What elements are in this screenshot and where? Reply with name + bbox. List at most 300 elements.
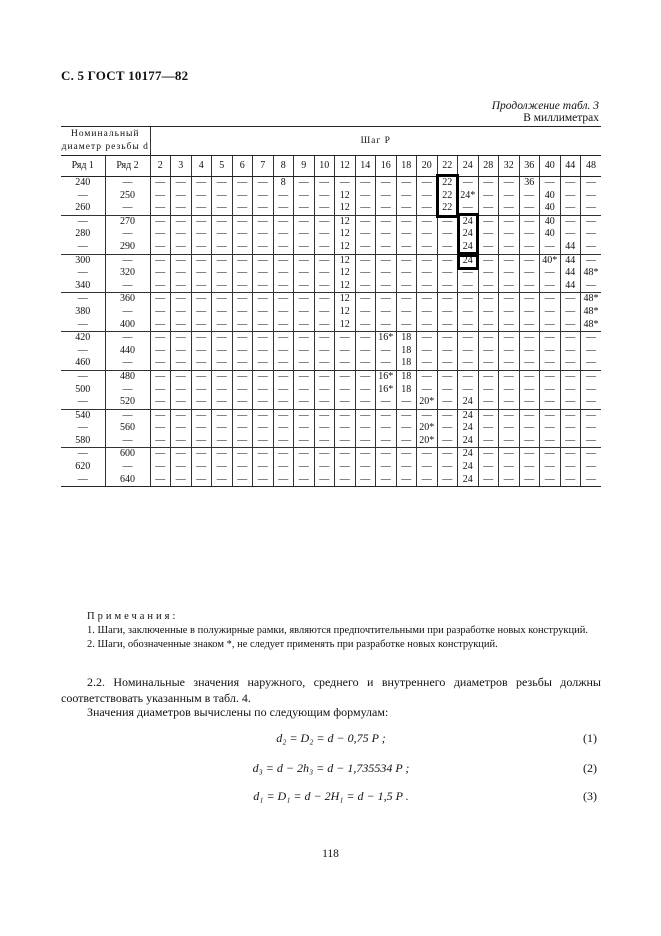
cell-value: — xyxy=(298,422,309,434)
pitch-cell xyxy=(232,448,253,487)
cell-value: — xyxy=(483,177,494,188)
cell-value: — xyxy=(524,279,535,291)
cell-value: — xyxy=(586,396,596,408)
cell-value: — xyxy=(216,267,227,279)
cell-value: — xyxy=(586,461,596,473)
note-2: 2. Шаги, обозначенные знаком *, не следует применять при разработке новых конструкций. xyxy=(87,639,498,650)
pitch-cell xyxy=(478,332,499,371)
cell-value: — xyxy=(257,357,268,369)
pitch-col-header: 48 xyxy=(581,156,602,177)
pitch-cell xyxy=(314,293,335,332)
cell-value: — xyxy=(122,409,133,421)
cell-value: — xyxy=(216,318,227,330)
cell-value: — xyxy=(524,473,535,485)
cell-value: — xyxy=(339,370,350,382)
cell-value: — xyxy=(503,189,514,201)
cell-value: — xyxy=(360,409,371,421)
cell-value: — xyxy=(155,240,166,252)
cell-value: 400 xyxy=(120,318,135,330)
cell-value: — xyxy=(319,461,330,473)
cell-value: — xyxy=(77,370,88,382)
cell-value: — xyxy=(319,357,330,369)
cell-value: — xyxy=(503,461,514,473)
pitch-cell xyxy=(581,215,602,254)
cell-value: 24 xyxy=(462,473,473,485)
pitch-cell xyxy=(499,254,520,293)
table-row-group xyxy=(61,215,601,254)
pitch-cell xyxy=(232,370,253,409)
cell-value: — xyxy=(155,383,166,395)
cell-value: — xyxy=(175,177,186,188)
cell-value: — xyxy=(380,434,391,446)
pitch-cell xyxy=(560,332,581,371)
cell-value: — xyxy=(237,332,248,344)
cell-value: — xyxy=(257,228,268,240)
cell-value: — xyxy=(380,357,391,369)
cell-value: — xyxy=(257,240,268,252)
cell-value: — xyxy=(278,228,289,240)
pitch-cell xyxy=(335,409,356,448)
cell-value: — xyxy=(196,305,207,317)
cell-value: — xyxy=(503,267,514,279)
row2-header: Ряд 2 xyxy=(105,156,150,177)
cell-value: — xyxy=(237,293,248,305)
cell-value: — xyxy=(122,461,133,473)
pitch-cell xyxy=(417,177,438,216)
cell-value: — xyxy=(442,293,453,305)
cell-value: — xyxy=(196,293,207,305)
row1-diameter-cell xyxy=(61,254,105,293)
cell-value: — xyxy=(401,318,412,330)
cell-value: — xyxy=(586,240,596,252)
row2-diameter-cell xyxy=(105,177,150,216)
cell-value: — xyxy=(155,344,166,356)
cell-value: — xyxy=(319,332,330,344)
cell-value: — xyxy=(565,409,576,421)
cell-value: — xyxy=(544,461,555,473)
pitch-col-header: 5 xyxy=(212,156,233,177)
cell-value: — xyxy=(257,383,268,395)
pitch-col-header: 22 xyxy=(437,156,458,177)
cell-value: 290 xyxy=(120,240,135,252)
cell-value: — xyxy=(524,240,535,252)
pitch-cell xyxy=(191,332,212,371)
pitch-cell xyxy=(253,370,274,409)
cell-value: — xyxy=(503,332,514,344)
cell-value: — xyxy=(544,293,555,305)
cell-value: — xyxy=(319,434,330,446)
cell-value: — xyxy=(298,318,309,330)
cell-value: — xyxy=(483,254,494,266)
cell-value: — xyxy=(360,177,371,188)
cell-value: — xyxy=(380,279,391,291)
pitch-cell xyxy=(396,293,417,332)
pitch-cell xyxy=(355,293,376,332)
cell-value: — xyxy=(565,448,576,460)
cell-value: — xyxy=(380,448,391,460)
cell-value: — xyxy=(175,228,186,240)
row1-diameter-cell xyxy=(61,409,105,448)
pitch-cell xyxy=(232,409,253,448)
cell-value: — xyxy=(442,461,453,473)
cell-value: — xyxy=(544,434,555,446)
cell-value: — xyxy=(122,332,133,344)
cell-value: — xyxy=(122,254,133,266)
pitch-cell xyxy=(519,293,540,332)
cell-value: — xyxy=(503,240,514,252)
cell-value: — xyxy=(216,189,227,201)
cell-value: — xyxy=(360,434,371,446)
cell-value: — xyxy=(196,422,207,434)
cell-value: — xyxy=(360,240,371,252)
pitch-col-header: 40 xyxy=(540,156,561,177)
cell-value: — xyxy=(216,370,227,382)
cell-value: — xyxy=(155,332,166,344)
cell-value: — xyxy=(565,228,576,240)
cell-value: 24 xyxy=(462,422,473,434)
cell-value: 8 xyxy=(280,177,286,188)
cell-value: — xyxy=(442,254,453,266)
formula-2-number: (2) xyxy=(583,761,597,775)
cell-value: — xyxy=(462,293,473,305)
cell-value: — xyxy=(360,461,371,473)
page-number: 118 xyxy=(322,848,339,860)
row1-diameter-cell xyxy=(61,215,105,254)
cell-value: — xyxy=(483,409,494,421)
pitch-cell xyxy=(191,293,212,332)
cell-value: — xyxy=(503,228,514,240)
cell-value: — xyxy=(524,370,535,382)
cell-value: — xyxy=(196,189,207,201)
cell-value: — xyxy=(442,228,453,240)
cell-value: — xyxy=(360,267,371,279)
cell-value: — xyxy=(442,409,453,421)
cell-value: 24 xyxy=(462,215,473,227)
pitch-cell xyxy=(560,370,581,409)
cell-value: — xyxy=(257,422,268,434)
cell-value: — xyxy=(524,409,535,421)
cell-value: — xyxy=(339,344,350,356)
cell-value: — xyxy=(319,370,330,382)
cell-value: — xyxy=(401,305,412,317)
cell-value: — xyxy=(175,215,186,227)
cell-value: — xyxy=(339,357,350,369)
cell-value: — xyxy=(237,448,248,460)
pitch-cell xyxy=(437,409,458,448)
pitch-cell xyxy=(150,254,171,293)
pitch-cell xyxy=(437,215,458,254)
cell-value: — xyxy=(442,279,453,291)
pitch-cell xyxy=(437,370,458,409)
row2-diameter-cell xyxy=(105,370,150,409)
pitch-cell xyxy=(478,177,499,216)
pitch-cell xyxy=(581,177,602,216)
cell-value: — xyxy=(421,370,432,382)
pitch-cell xyxy=(458,370,479,409)
cell-value: 420 xyxy=(75,332,91,344)
pitch-cell xyxy=(212,215,233,254)
table-continuation: Продолжение табл. 3 xyxy=(491,100,599,112)
cell-value: 22 xyxy=(442,202,453,214)
cell-value: — xyxy=(524,332,535,344)
cell-value: — xyxy=(278,318,289,330)
cell-value: — xyxy=(77,189,88,201)
cell-value: — xyxy=(524,344,535,356)
cell-value: — xyxy=(503,448,514,460)
pitch-cell xyxy=(396,448,417,487)
cell-value: — xyxy=(196,383,207,395)
cell-value: 12 xyxy=(339,189,350,201)
cell-value: — xyxy=(155,422,166,434)
cell-value: 260 xyxy=(75,202,91,214)
cell-value: 480 xyxy=(120,370,135,382)
cell-value: — xyxy=(319,215,330,227)
pitch-cell xyxy=(294,448,315,487)
cell-value: 20* xyxy=(419,434,435,446)
cell-value: — xyxy=(565,461,576,473)
cell-value: 18 xyxy=(401,332,412,344)
cell-value: — xyxy=(278,357,289,369)
cell-value: — xyxy=(565,318,576,330)
cell-value: — xyxy=(462,279,473,291)
cell-value: — xyxy=(319,228,330,240)
cell-value: — xyxy=(503,305,514,317)
cell-value: — xyxy=(421,189,432,201)
cell-value: — xyxy=(319,267,330,279)
cell-value: 40 xyxy=(544,202,555,214)
cell-value: — xyxy=(462,318,473,330)
cell-value: — xyxy=(380,473,391,485)
formula-2 xyxy=(61,761,601,777)
cell-value: — xyxy=(380,318,391,330)
cell-value: — xyxy=(586,473,596,485)
cell-value: — xyxy=(155,370,166,382)
cell-value: — xyxy=(524,267,535,279)
cell-value: — xyxy=(565,202,576,214)
pitch-cell xyxy=(273,177,294,216)
pitch-cell xyxy=(437,332,458,371)
cell-value: — xyxy=(196,318,207,330)
cell-value: — xyxy=(462,202,473,214)
cell-value: 360 xyxy=(120,293,135,305)
pitch-cell xyxy=(253,177,274,216)
cell-value: — xyxy=(155,396,166,408)
cell-value: — xyxy=(298,202,309,214)
pitch-cell xyxy=(212,293,233,332)
cell-value: — xyxy=(155,434,166,446)
cell-value: — xyxy=(524,357,535,369)
cell-value: — xyxy=(483,228,494,240)
cell-value: — xyxy=(360,383,371,395)
cell-value: — xyxy=(257,267,268,279)
cell-value: — xyxy=(278,370,289,382)
cell-value: 340 xyxy=(75,279,91,291)
pitch-cell xyxy=(540,448,561,487)
formula-1-text: d₂ = D₂ = d − 0,75 P ; xyxy=(276,731,386,745)
pitch-cell xyxy=(540,254,561,293)
cell-value: — xyxy=(586,434,596,446)
pitch-cell xyxy=(232,293,253,332)
pitch-cell xyxy=(478,370,499,409)
pitch-cell xyxy=(253,448,274,487)
cell-value: — xyxy=(401,422,412,434)
cell-value: — xyxy=(196,240,207,252)
cell-value: — xyxy=(565,332,576,344)
cell-value: — xyxy=(175,422,186,434)
cell-value: 24 xyxy=(462,254,473,266)
cell-value: 44 xyxy=(565,267,576,279)
cell-value: — xyxy=(503,422,514,434)
cell-value: — xyxy=(216,215,227,227)
cell-value: — xyxy=(77,396,88,408)
pitch-cell xyxy=(294,254,315,293)
cell-value: — xyxy=(586,332,596,344)
cell-value: — xyxy=(319,318,330,330)
pitch-cell xyxy=(417,409,438,448)
row1-diameter-cell xyxy=(61,177,105,216)
cell-value: — xyxy=(298,448,309,460)
cell-value: — xyxy=(77,293,88,305)
row1-header: Ряд 1 xyxy=(61,156,105,177)
pitch-cell xyxy=(212,177,233,216)
cell-value: — xyxy=(175,409,186,421)
cell-value: 12 xyxy=(339,267,350,279)
cell-value: — xyxy=(565,344,576,356)
cell-value: — xyxy=(524,189,535,201)
cell-value: 22 xyxy=(442,177,453,188)
cell-value: 12 xyxy=(339,228,350,240)
pitch-cell xyxy=(376,177,397,216)
pitch-cell xyxy=(417,370,438,409)
cell-value: 640 xyxy=(120,473,135,485)
pitch-cell xyxy=(437,254,458,293)
cell-value: — xyxy=(77,318,88,330)
cell-value: — xyxy=(237,177,248,188)
pitch-cell xyxy=(314,332,335,371)
cell-value: 20* xyxy=(419,396,435,408)
pitch-cell xyxy=(212,409,233,448)
cell-value: 18 xyxy=(401,344,412,356)
cell-value: — xyxy=(77,344,88,356)
cell-value: — xyxy=(237,473,248,485)
cell-value: — xyxy=(257,202,268,214)
cell-value: — xyxy=(257,461,268,473)
cell-value: — xyxy=(503,202,514,214)
cell-value: — xyxy=(216,332,227,344)
pitch-cell xyxy=(212,332,233,371)
cell-value: — xyxy=(298,332,309,344)
cell-value: 12 xyxy=(339,305,350,317)
cell-value: — xyxy=(462,267,473,279)
row1-diameter-cell xyxy=(61,332,105,371)
cell-value: — xyxy=(421,254,432,266)
pitch-cell xyxy=(212,254,233,293)
pitch-cell xyxy=(253,254,274,293)
cell-value: 24 xyxy=(462,448,473,460)
cell-value: — xyxy=(483,344,494,356)
cell-value: — xyxy=(319,279,330,291)
pitch-col-header: 10 xyxy=(314,156,335,177)
pitch-cell xyxy=(171,215,192,254)
cell-value: — xyxy=(155,279,166,291)
cell-value: — xyxy=(483,396,494,408)
cell-value: — xyxy=(483,461,494,473)
cell-value: — xyxy=(237,228,248,240)
cell-value: — xyxy=(462,305,473,317)
cell-value: — xyxy=(380,396,391,408)
cell-value: — xyxy=(462,370,473,382)
cell-value: — xyxy=(483,473,494,485)
cell-value: — xyxy=(257,332,268,344)
pitch-cell xyxy=(171,293,192,332)
cell-value: — xyxy=(442,396,453,408)
cell-value: — xyxy=(483,293,494,305)
cell-value: — xyxy=(544,332,555,344)
table-row-group xyxy=(61,448,601,487)
cell-value: — xyxy=(544,357,555,369)
cell-value: — xyxy=(237,461,248,473)
cell-value: — xyxy=(298,396,309,408)
pitch-cell xyxy=(191,409,212,448)
cell-value: — xyxy=(483,267,494,279)
cell-value: 40 xyxy=(544,228,555,240)
cell-value: — xyxy=(298,267,309,279)
cell-value: — xyxy=(319,344,330,356)
cell-value: — xyxy=(155,267,166,279)
cell-value: — xyxy=(524,293,535,305)
cell-value: — xyxy=(175,305,186,317)
cell-value: — xyxy=(257,189,268,201)
cell-value: — xyxy=(544,409,555,421)
cell-value: — xyxy=(155,189,166,201)
cell-value: — xyxy=(544,422,555,434)
cell-value: — xyxy=(401,228,412,240)
table-row-group xyxy=(61,332,601,371)
pitch-cell xyxy=(540,409,561,448)
table-row-group xyxy=(61,409,601,448)
cell-value: — xyxy=(503,279,514,291)
pitch-cell xyxy=(581,448,602,487)
cell-value: — xyxy=(216,344,227,356)
cell-value: — xyxy=(401,461,412,473)
cell-value: — xyxy=(257,177,268,188)
cell-value: — xyxy=(237,305,248,317)
cell-value: 300 xyxy=(75,254,91,266)
cell-value: — xyxy=(503,293,514,305)
pitch-cell xyxy=(150,370,171,409)
cell-value: — xyxy=(216,357,227,369)
cell-value: — xyxy=(196,215,207,227)
pitch-cell xyxy=(273,332,294,371)
cell-value: — xyxy=(565,473,576,485)
cell-value: — xyxy=(216,473,227,485)
cell-value: — xyxy=(216,396,227,408)
cell-value: — xyxy=(196,357,207,369)
cell-value: — xyxy=(401,434,412,446)
cell-value: — xyxy=(421,473,432,485)
cell-value: — xyxy=(380,422,391,434)
pitch-cell xyxy=(478,215,499,254)
cell-value: — xyxy=(483,279,494,291)
cell-value: — xyxy=(278,473,289,485)
pitch-col-header: 18 xyxy=(396,156,417,177)
pitch-cell xyxy=(191,177,212,216)
cell-value: — xyxy=(442,473,453,485)
pitch-cell xyxy=(191,254,212,293)
cell-value: — xyxy=(360,318,371,330)
pitch-cell xyxy=(478,293,499,332)
cell-value: 24 xyxy=(462,228,473,240)
